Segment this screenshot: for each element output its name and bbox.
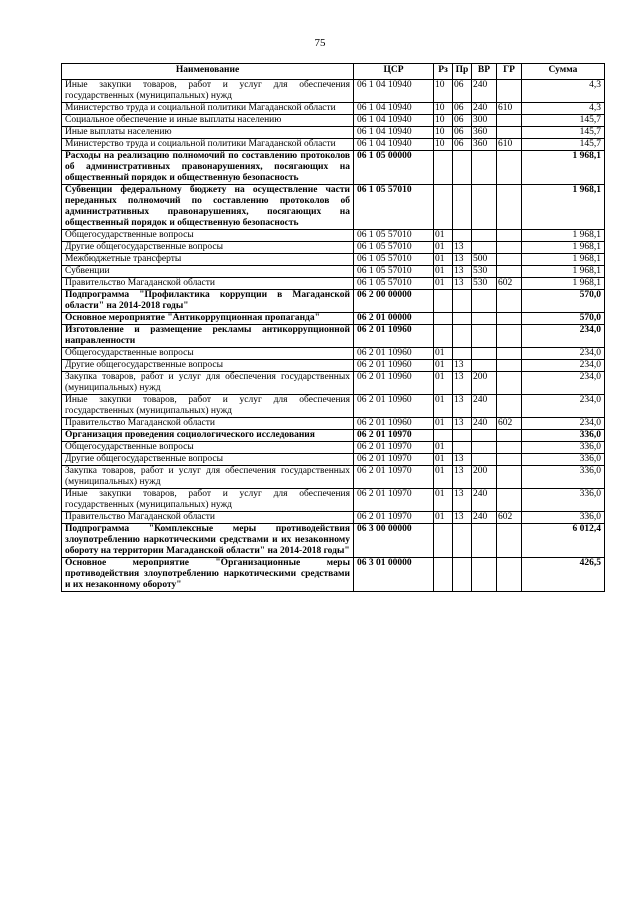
table-row [62, 395, 605, 418]
cell-name: Основное мероприятие "Организационные меры противодействия злоупотреблению наркотическими средствами и их незаконному обороту" [62, 558, 354, 592]
cell-sum: 4,3 [522, 80, 605, 103]
cell-vr: 240 [472, 80, 497, 103]
cell-rz: 01 [434, 254, 453, 266]
cell-vr [472, 325, 497, 348]
table-row [62, 524, 605, 558]
cell-csr: 06 1 05 57010 [354, 230, 434, 242]
cell-pr: 13 [453, 254, 472, 266]
cell-name: Иные закупки товаров, работ и услуг для обеспечения государственных (муниципальных) нужд [62, 80, 354, 103]
cell-vr [472, 151, 497, 185]
cell-vr [472, 230, 497, 242]
cell-csr: 06 2 01 10960 [354, 372, 434, 395]
cell-name: Подпрограмма "Профилактика коррупции в Магаданской области" на 2014-2018 годы" [62, 290, 354, 313]
cell-csr: 06 3 01 00000 [354, 558, 434, 592]
cell-pr [453, 348, 472, 360]
cell-sum: 1 968,1 [522, 266, 605, 278]
cell-gr [497, 348, 522, 360]
cell-sum: 336,0 [522, 430, 605, 442]
table-row [62, 454, 605, 466]
cell-vr: 240 [472, 512, 497, 524]
cell-rz: 10 [434, 103, 453, 115]
cell-csr: 06 2 01 10960 [354, 348, 434, 360]
table-row [62, 325, 605, 348]
cell-vr [472, 185, 497, 230]
cell-pr: 13 [453, 466, 472, 489]
cell-pr: 06 [453, 115, 472, 127]
cell-name: Иные закупки товаров, работ и услуг для обеспечения государственных (муниципальных) нужд [62, 395, 354, 418]
cell-csr: 06 2 01 10960 [354, 418, 434, 430]
cell-sum: 4,3 [522, 103, 605, 115]
cell-pr: 13 [453, 489, 472, 512]
cell-name: Министерство труда и социальной политики Магаданской области [62, 103, 354, 115]
table-row [62, 372, 605, 395]
cell-csr: 06 2 01 10960 [354, 360, 434, 372]
cell-sum: 336,0 [522, 466, 605, 489]
cell-gr: 610 [497, 139, 522, 151]
table-row [62, 442, 605, 454]
cell-pr [453, 230, 472, 242]
cell-rz: 01 [434, 395, 453, 418]
cell-rz: 01 [434, 278, 453, 290]
cell-rz [434, 290, 453, 313]
cell-gr: 602 [497, 278, 522, 290]
cell-rz [434, 325, 453, 348]
cell-name: Общегосударственные вопросы [62, 348, 354, 360]
cell-gr [497, 430, 522, 442]
cell-vr: 200 [472, 466, 497, 489]
cell-gr [497, 266, 522, 278]
table-row [62, 290, 605, 313]
table-row [62, 151, 605, 185]
cell-csr: 06 2 01 10970 [354, 512, 434, 524]
cell-csr: 06 1 05 57010 [354, 185, 434, 230]
cell-gr [497, 151, 522, 185]
cell-pr: 13 [453, 360, 472, 372]
cell-name: Субвенции [62, 266, 354, 278]
cell-pr: 13 [453, 395, 472, 418]
cell-rz: 01 [434, 230, 453, 242]
cell-rz: 01 [434, 489, 453, 512]
cell-csr: 06 2 01 10970 [354, 466, 434, 489]
cell-name: Закупка товаров, работ и услуг для обеспечения государственных (муниципальных) нужд [62, 372, 354, 395]
cell-gr [497, 230, 522, 242]
cell-sum: 1 968,1 [522, 278, 605, 290]
table-row [62, 115, 605, 127]
header-csr: ЦСР [354, 64, 434, 80]
cell-rz: 10 [434, 127, 453, 139]
cell-sum: 145,7 [522, 115, 605, 127]
cell-sum: 234,0 [522, 395, 605, 418]
cell-name: Правительство Магаданской области [62, 418, 354, 430]
cell-gr [497, 442, 522, 454]
cell-rz: 01 [434, 360, 453, 372]
cell-rz [434, 430, 453, 442]
cell-pr: 13 [453, 372, 472, 395]
header-pr: Пр [453, 64, 472, 80]
cell-rz [434, 313, 453, 325]
cell-name: Подпрограмма "Комплексные меры противодействия злоупотреблению наркотическими средствами и их незаконному обороту на территории Магаданской области" на 2014-2018 годы" [62, 524, 354, 558]
cell-sum: 1 968,1 [522, 151, 605, 185]
table-row [62, 127, 605, 139]
cell-vr [472, 360, 497, 372]
cell-vr: 360 [472, 139, 497, 151]
cell-csr: 06 1 04 10940 [354, 103, 434, 115]
table-row [62, 512, 605, 524]
cell-pr [453, 325, 472, 348]
cell-pr: 06 [453, 80, 472, 103]
cell-rz [434, 558, 453, 592]
cell-name: Другие общегосударственные вопросы [62, 360, 354, 372]
cell-vr: 200 [472, 372, 497, 395]
table-row [62, 139, 605, 151]
cell-gr: 610 [497, 103, 522, 115]
table-row [62, 185, 605, 230]
cell-csr: 06 1 04 10940 [354, 127, 434, 139]
cell-vr: 240 [472, 395, 497, 418]
cell-pr [453, 290, 472, 313]
cell-csr: 06 1 04 10940 [354, 139, 434, 151]
cell-sum: 1 968,1 [522, 254, 605, 266]
cell-sum: 234,0 [522, 372, 605, 395]
cell-gr [497, 558, 522, 592]
cell-gr [497, 290, 522, 313]
cell-sum: 336,0 [522, 454, 605, 466]
table-row [62, 418, 605, 430]
cell-rz: 01 [434, 442, 453, 454]
cell-csr: 06 1 05 57010 [354, 242, 434, 254]
cell-csr: 06 2 01 10970 [354, 442, 434, 454]
cell-name: Организация проведения социологического исследования [62, 430, 354, 442]
cell-csr: 06 1 05 57010 [354, 266, 434, 278]
table-row [62, 466, 605, 489]
cell-pr [453, 524, 472, 558]
cell-csr: 06 2 01 10970 [354, 430, 434, 442]
cell-rz: 01 [434, 372, 453, 395]
cell-csr: 06 1 04 10940 [354, 80, 434, 103]
cell-vr: 530 [472, 278, 497, 290]
cell-gr [497, 254, 522, 266]
cell-rz: 10 [434, 115, 453, 127]
cell-gr [497, 313, 522, 325]
table-row [62, 278, 605, 290]
cell-rz [434, 185, 453, 230]
cell-pr: 06 [453, 139, 472, 151]
cell-csr: 06 2 01 10970 [354, 489, 434, 512]
cell-gr: 602 [497, 418, 522, 430]
cell-name: Иные закупки товаров, работ и услуг для обеспечения государственных (муниципальных) нужд [62, 489, 354, 512]
cell-sum: 336,0 [522, 442, 605, 454]
header-name: Наименование [62, 64, 354, 80]
cell-gr [497, 372, 522, 395]
cell-gr: 602 [497, 512, 522, 524]
cell-rz: 10 [434, 139, 453, 151]
cell-gr [497, 185, 522, 230]
cell-gr [497, 466, 522, 489]
table-row [62, 230, 605, 242]
cell-name: Правительство Магаданской области [62, 278, 354, 290]
cell-name: Основное мероприятие "Антикоррупционная пропаганда" [62, 313, 354, 325]
cell-csr: 06 2 01 10960 [354, 395, 434, 418]
cell-sum: 234,0 [522, 325, 605, 348]
cell-vr: 300 [472, 115, 497, 127]
table-row [62, 360, 605, 372]
cell-sum: 145,7 [522, 127, 605, 139]
cell-rz: 10 [434, 80, 453, 103]
cell-rz: 01 [434, 454, 453, 466]
cell-pr: 13 [453, 418, 472, 430]
cell-rz: 01 [434, 242, 453, 254]
cell-rz: 01 [434, 512, 453, 524]
cell-pr [453, 558, 472, 592]
cell-sum: 234,0 [522, 360, 605, 372]
cell-vr: 500 [472, 254, 497, 266]
cell-pr: 06 [453, 103, 472, 115]
table-row [62, 489, 605, 512]
cell-pr [453, 442, 472, 454]
cell-gr [497, 115, 522, 127]
cell-csr: 06 1 05 57010 [354, 254, 434, 266]
cell-pr: 13 [453, 242, 472, 254]
table-row [62, 430, 605, 442]
cell-csr: 06 1 05 00000 [354, 151, 434, 185]
cell-gr [497, 242, 522, 254]
header-sum: Сумма [522, 64, 605, 80]
cell-csr: 06 2 01 10970 [354, 454, 434, 466]
cell-vr [472, 430, 497, 442]
cell-sum: 6 012,4 [522, 524, 605, 558]
cell-vr [472, 313, 497, 325]
cell-vr [472, 558, 497, 592]
cell-sum: 234,0 [522, 348, 605, 360]
cell-vr [472, 242, 497, 254]
cell-name: Министерство труда и социальной политики Магаданской области [62, 139, 354, 151]
cell-vr [472, 348, 497, 360]
cell-name: Общегосударственные вопросы [62, 442, 354, 454]
cell-name: Расходы на реализацию полномочий по составлению протоколов об административных правонарушениях, посягающих на общественный порядок и общественную безопасность [62, 151, 354, 185]
table-row [62, 103, 605, 115]
cell-gr [497, 524, 522, 558]
cell-name: Другие общегосударственные вопросы [62, 242, 354, 254]
cell-csr: 06 2 01 10960 [354, 325, 434, 348]
table-row [62, 266, 605, 278]
cell-rz: 01 [434, 266, 453, 278]
cell-csr: 06 1 05 57010 [354, 278, 434, 290]
cell-pr: 13 [453, 512, 472, 524]
cell-sum: 570,0 [522, 313, 605, 325]
table-row [62, 254, 605, 266]
cell-pr: 13 [453, 266, 472, 278]
budget-table [61, 63, 605, 592]
cell-gr [497, 454, 522, 466]
cell-name: Правительство Магаданской области [62, 512, 354, 524]
cell-sum: 336,0 [522, 489, 605, 512]
cell-name: Субвенции федеральному бюджету на осуществление части переданных полномочий по составлению протоколов об административных правонарушениях, посягающих на общественный порядок и общественную безопасность [62, 185, 354, 230]
table-row [62, 558, 605, 592]
cell-name: Межбюджетные трансферты [62, 254, 354, 266]
cell-rz: 01 [434, 418, 453, 430]
cell-vr [472, 454, 497, 466]
table-body [62, 80, 605, 592]
table-row [62, 80, 605, 103]
table-row [62, 313, 605, 325]
cell-rz [434, 524, 453, 558]
cell-sum: 426,5 [522, 558, 605, 592]
cell-name: Иные выплаты населению [62, 127, 354, 139]
cell-pr [453, 151, 472, 185]
table-row [62, 348, 605, 360]
cell-vr: 240 [472, 103, 497, 115]
cell-gr [497, 360, 522, 372]
cell-vr [472, 442, 497, 454]
cell-csr: 06 1 04 10940 [354, 115, 434, 127]
cell-gr [497, 489, 522, 512]
cell-gr [497, 325, 522, 348]
cell-vr: 360 [472, 127, 497, 139]
cell-pr: 13 [453, 454, 472, 466]
cell-name: Закупка товаров, работ и услуг для обеспечения государственных (муниципальных) нужд [62, 466, 354, 489]
cell-rz: 01 [434, 466, 453, 489]
cell-pr: 06 [453, 127, 472, 139]
header-gr: ГР [497, 64, 522, 80]
cell-sum: 145,7 [522, 139, 605, 151]
header-vr: ВР [472, 64, 497, 80]
cell-rz [434, 151, 453, 185]
page-number: 75 [314, 37, 326, 49]
cell-name: Изготовление и размещение рекламы антикоррупционной направленности [62, 325, 354, 348]
cell-pr: 13 [453, 278, 472, 290]
header-rz: Рз [434, 64, 453, 80]
cell-rz: 01 [434, 348, 453, 360]
table-row [62, 242, 605, 254]
cell-sum: 1 968,1 [522, 185, 605, 230]
cell-csr: 06 3 00 00000 [354, 524, 434, 558]
cell-gr [497, 395, 522, 418]
cell-name: Общегосударственные вопросы [62, 230, 354, 242]
table-header-row [62, 64, 605, 80]
cell-sum: 1 968,1 [522, 230, 605, 242]
cell-pr [453, 430, 472, 442]
cell-vr: 240 [472, 489, 497, 512]
cell-pr [453, 313, 472, 325]
cell-gr [497, 80, 522, 103]
cell-name: Социальное обеспечение и иные выплаты населению [62, 115, 354, 127]
cell-name: Другие общегосударственные вопросы [62, 454, 354, 466]
cell-sum: 570,0 [522, 290, 605, 313]
cell-sum: 234,0 [522, 418, 605, 430]
cell-csr: 06 2 00 00000 [354, 290, 434, 313]
cell-vr [472, 524, 497, 558]
cell-sum: 1 968,1 [522, 242, 605, 254]
cell-vr: 530 [472, 266, 497, 278]
cell-csr: 06 2 01 00000 [354, 313, 434, 325]
cell-sum: 336,0 [522, 512, 605, 524]
cell-gr [497, 127, 522, 139]
cell-vr: 240 [472, 418, 497, 430]
cell-vr [472, 290, 497, 313]
cell-pr [453, 185, 472, 230]
